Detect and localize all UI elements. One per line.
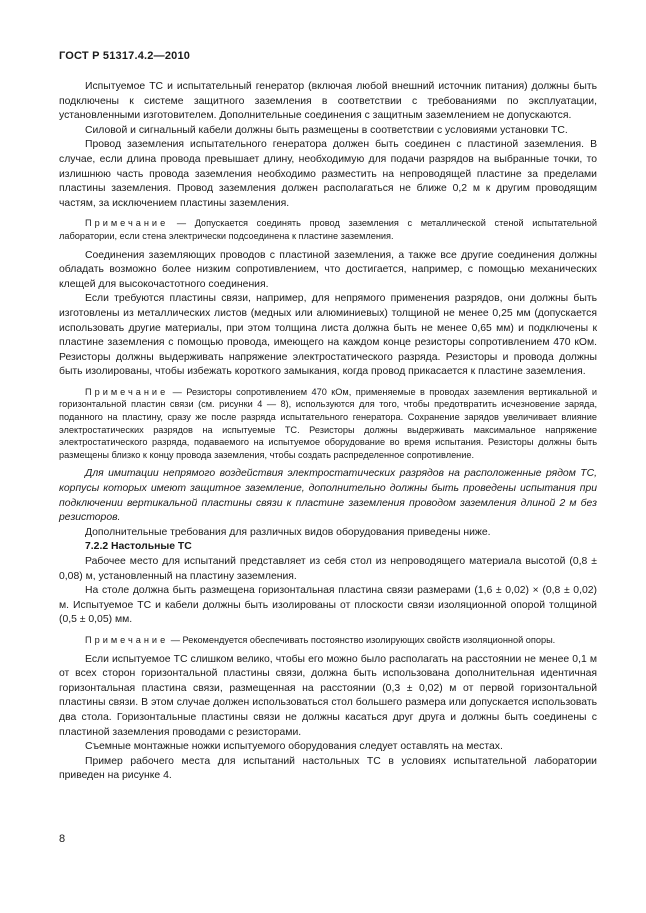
paragraph-figure-reference: Пример рабочего места для испытаний настольных ТС в условиях испытательной лаборатории приведен на рисунке 4. [59, 755, 597, 782]
section-heading-7-2-2: 7.2.2 Настольные ТС [85, 541, 192, 553]
paragraph-test-table: Рабочее место для испытаний представляет из себя стол из непроводящего материала высотой (0,8 ± 0,08) м, установленный на пластину заземления. [59, 556, 597, 582]
page-number: 8 [59, 833, 66, 845]
paragraph-additional-requirements: Дополнительные требования для различных видов оборудования приведены ниже. [85, 526, 491, 538]
note-2-label: Примечание [85, 386, 169, 397]
note-3-label: Примечание [85, 634, 169, 645]
paragraph-ground-connections: Соединения заземляющих проводов с пластиной заземления, а также все другие соединения должны обладать возможно более низким сопротивлением, что достигается, например, с помощью механических клещей для высокочастотного соединения. [59, 249, 597, 290]
document-body [59, 80, 597, 784]
paragraph-horizontal-coupling-plane: На столе должна быть размещена горизонтальная пластина связи размерами (1,6 ± 0,02) × (0,8 ± 0,02) м. Испытуемое ТС и кабели должны быть изолированы от плоскости связи изоляционной опорой толщиной (0,5 ± 0,05) мм. [59, 585, 597, 626]
paragraph-mounting-feet: Съемные монтажные ножки испытуемого оборудования следует оставлять на местах. [85, 741, 503, 753]
paragraph-coupling-planes: Если требуются пластины связи, например, для непрямого применения разрядов, они должны быть изготовлены из металлических листов (медных или алюминиевых) толщиной не менее 0,25 мм (допускается использовать другие материалы, при этом толщина листа должна быть не менее 0,65 мм) и подключены к пластине заземления с помощью провода, имеющего на каждом конце резисторы сопротивлением 470 кОм. Резисторы должны выдерживать напряжение электростатического разряда. Резисторы и провода должны быть изолированы, чтобы избежать короткого замыкания, когда провод прикасается к пластине заземления. [59, 293, 597, 378]
paragraph-grounding-connection: Испытуемое ТС и испытательный генератор (включая любой внешний источник питания) должны быть подключены к системе защитного заземления в соответствии с требованиями по эксплуатации, установленными изготовителем. Дополнительные соединения с защитным заземлением не допускаются. [59, 81, 597, 122]
note-3-text: — Рекомендуется обеспечивать постоянство изолирующих свойств изоляционной опоры. [170, 634, 556, 645]
note-1 [59, 217, 597, 242]
note-2 [59, 386, 597, 462]
paragraph-cable-placement: Силовой и сигнальный кабели должны быть размещены в соответствии с условиями установки ТС. [85, 124, 568, 136]
paragraph-large-equipment: Если испытуемое ТС слишком велико, чтобы его можно было располагать на расстоянии не менее 0,1 м от всех сторон горизонтальной пластины связи, должна быть использована дополнительная идентичная горизонтальная пластина связи, размещенная на расстоянии (0,3 ± 0,02) м от первой горизонтальной пластины связи. В этом случае должен использоваться стол большего размера или допускается использовать два стола. Горизонтальные пластины связи не должны касаться друг друга и должны быть соединены с пластиной заземления проводами с резисторами. [59, 653, 597, 738]
paragraph-indirect-discharge: Для имитации непрямого воздействия электростатических разрядов на расположенные рядом ТС, корпусы которых имеют защитное заземление, дополнительно должны быть проведены испытания при подключении вертикальной пластины связи к пластине заземления проводом заземления длиной 2 м без резисторов. [59, 468, 597, 524]
note-3 [59, 634, 597, 647]
paragraph-generator-ground-wire: Провод заземления испытательного генератора должен быть соединен с пластиной заземления. В случае, если длина провода превышает длину, необходимую для подачи разрядов на выбранные точки, то излишнюю часть провода заземления необходимо разместить на непроводящей пластине за пределами пластины заземления. Провод заземления должен располагаться не ближе 0,2 м к другим проводящим частям, за исключением пластины заземления. [59, 139, 597, 209]
document-header: ГОСТ Р 51317.4.2—2010 [59, 50, 191, 62]
note-1-text: — Допускается соединять провод заземления с металлической стеной испытательной лаборатории, если стена электрически подсоединена к пластине заземления. [59, 218, 597, 241]
note-1-label: Примечание [85, 218, 169, 229]
note-2-text: — Резисторы сопротивлением 470 кОм, применяемые в проводах заземления вертикальной и горизонтальной пластин связи (см. рисунки 4 — 8), используются для того, чтобы предотвратить исчезновение заряда, поданного на пластину, сразу же после разряда испытательного генератора. Сохранение зарядов увеличивает влияние электростатических разрядов на испытуемые ТС. Резисторы должны выдерживать максимальное напряжение электростатического разряда, подаваемого на испытуемое оборудование во время испытания. Резисторы должны быть размещены близко к концу провода заземления, чтобы создать распределенное сопротивление. [59, 386, 597, 460]
